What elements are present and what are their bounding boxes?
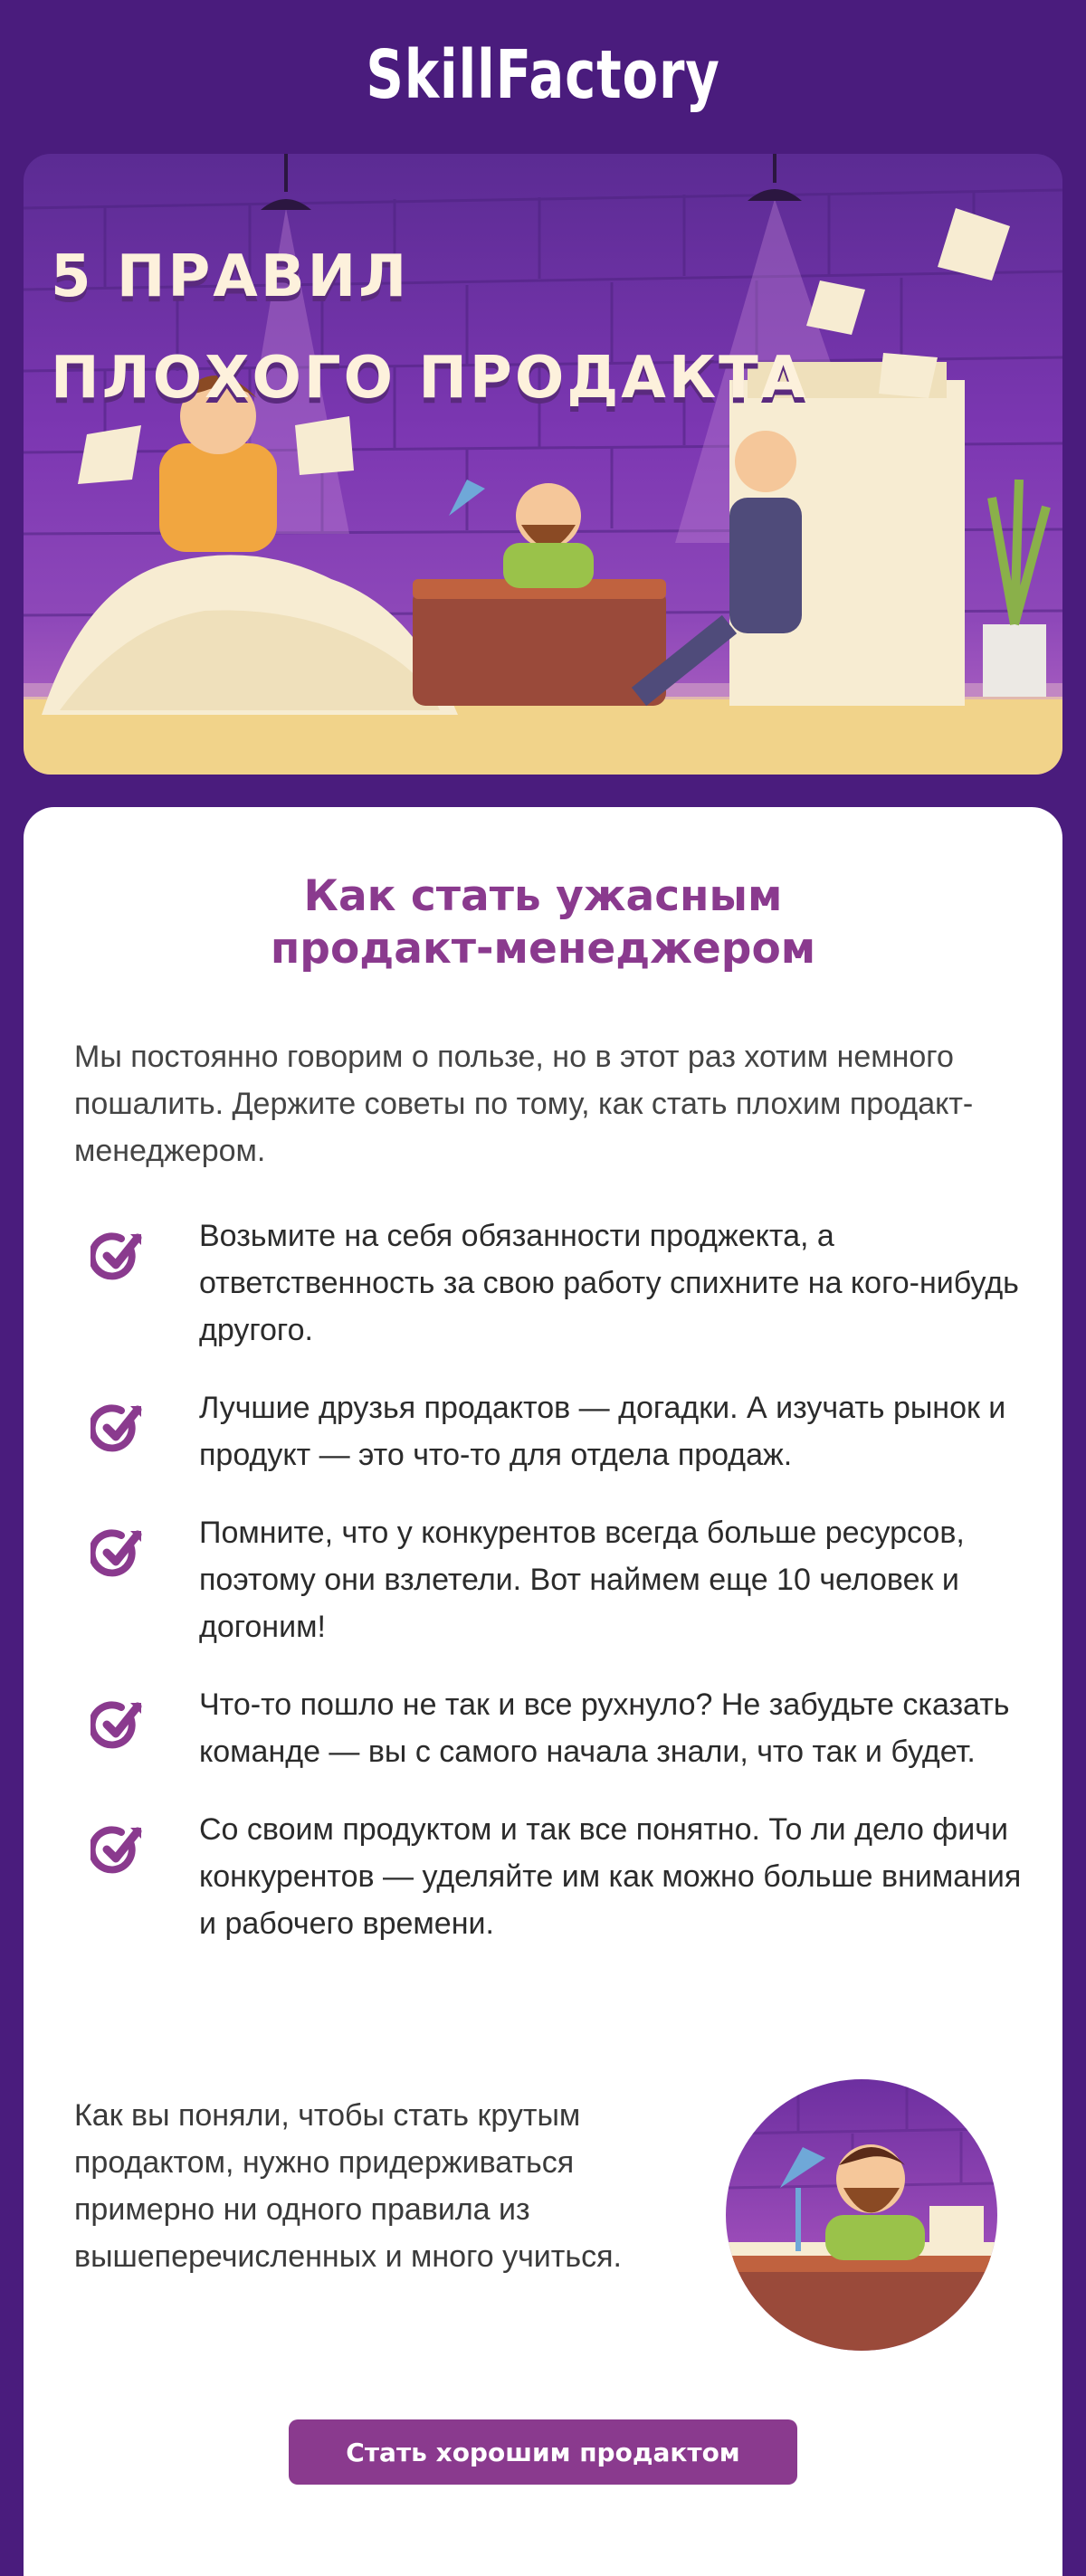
illustration-svg [726,2079,997,2351]
check-circle-icon [90,1526,145,1580]
hero-title-line1: 5 ПРАВИЛ [51,243,410,310]
check-circle-icon [90,1822,145,1877]
article-intro: Мы постоянно говорим о пользе, но в этот раз хотим немного пошалить. Держите советы по тому, как стать плохим продакт-менеджером. [74,1040,974,1168]
hero-title [51,226,808,429]
article-title-line2: продакт-менеджером [270,924,816,974]
rule-text: Что-то пошло не так и все рухнуло? Не забудьте сказать команде — вы с самого начала знали, что так и будет. [199,1687,1010,1769]
rule-text: Лучшие друзья продактов — догадки. А изучать рынок и продукт — это что-то для отдела продаж. [199,1391,1006,1472]
article-card [24,807,1062,2576]
hero-title-line2: ПЛОХОГО ПРОДАКТА [51,345,809,412]
list-item [74,1681,1024,1775]
check-circle-icon [90,1229,145,1283]
product-manager-illustration [726,2079,997,2351]
rule-text: Со своим продуктом и так все понятно. То ли дело фичи конкурентов — уделяйте им как можно больше внимания и рабочего времени. [199,1812,1022,1941]
rule-text: Возьмите на себя обязанности проджекта, а ответственность за свою работу спихните на кого-нибудь другого. [199,1219,1019,1347]
article-title [24,870,1062,975]
become-good-product-button[interactable]: Стать хорошим продактом [289,2419,797,2485]
list-item [74,1212,1024,1354]
hero-banner [24,154,1062,775]
article-outro: Как вы поняли, чтобы стать крутым продактом, нужно придерживаться примерно ни одного правила из вышеперечисленных и много учиться. [74,2098,622,2274]
check-circle-icon [90,1697,145,1752]
rules-list [74,1212,1024,1947]
skillfactory-logo[interactable]: SkillFactory [366,36,720,114]
rule-text: Помните, что у конкурентов всегда больше ресурсов, поэтому они взлетели. Вот наймем еще 10 человек и догоним! [199,1516,965,1644]
list-item [74,1806,1024,1947]
check-circle-icon [90,1401,145,1455]
list-item [74,1384,1024,1478]
article-title-line1: Как стать ужасным [303,871,783,921]
list-item [74,1509,1024,1650]
